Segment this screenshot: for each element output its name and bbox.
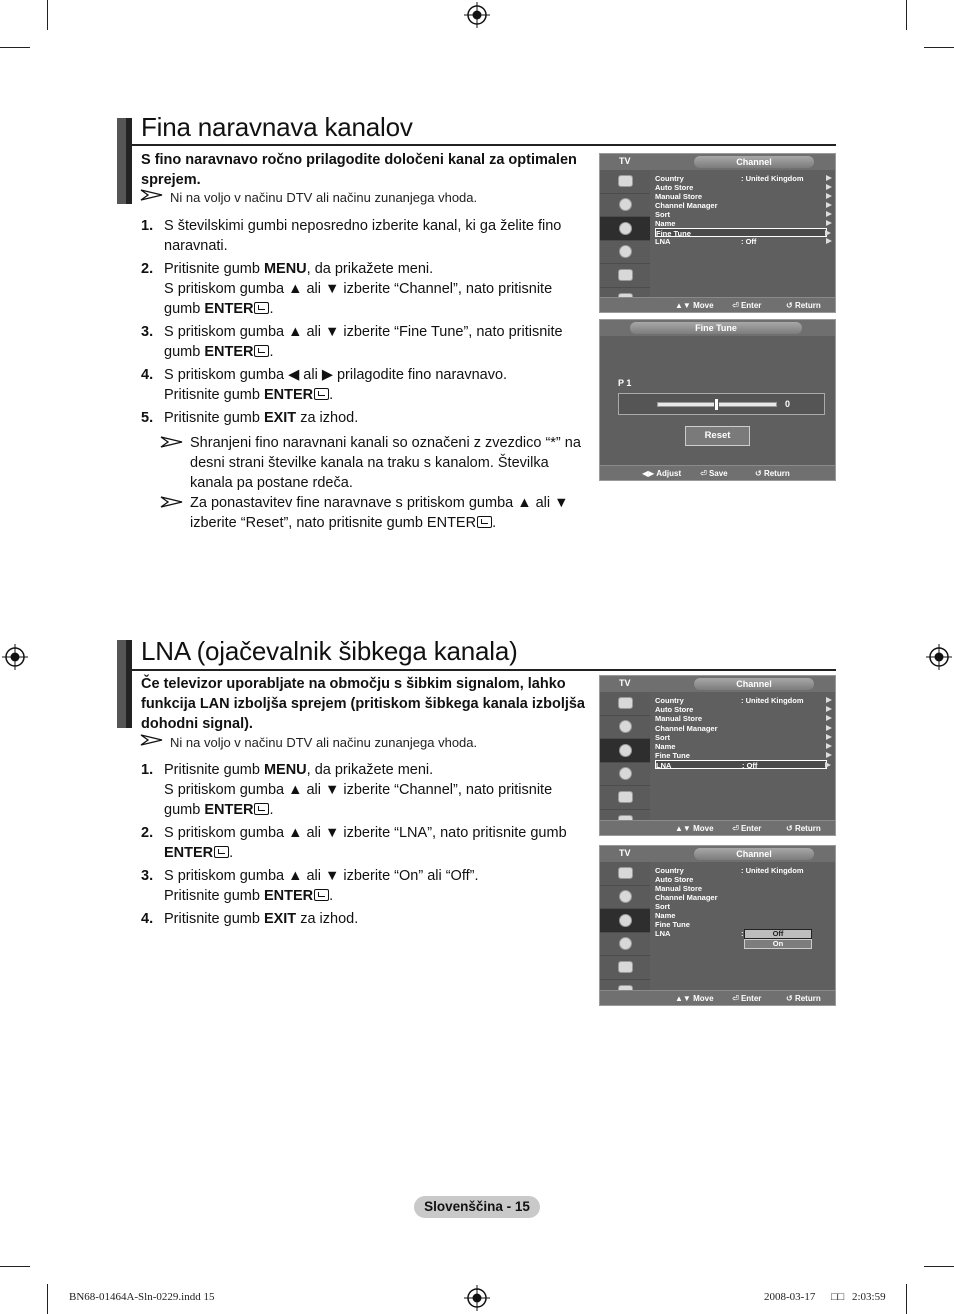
osd-menu-item-selected[interactable]: LNA : Off <box>655 760 827 769</box>
note-text: Ni na voljo v načinu DTV ali načinu zunanjega vhoda. <box>170 190 478 205</box>
return-hint: ↺ Return <box>786 301 821 310</box>
step-number: 1. <box>141 762 154 778</box>
sound-icon[interactable] <box>600 886 650 910</box>
osd-menu-item[interactable]: Name <box>655 911 676 920</box>
osd-menu-item[interactable]: Channel Manager <box>655 201 827 210</box>
step-key: MENU <box>263 261 307 277</box>
osd-tv-label: TV <box>619 156 631 166</box>
crop-mark <box>0 47 30 48</box>
fine-tune-slider[interactable] <box>618 393 825 415</box>
crop-mark <box>0 1266 30 1267</box>
step-item: 2. Pritisnite gumb MENU, da prikažete meni. S pritiskom gumba ▲ ali ▼ izberite “Channel”, nato pritisnite gumb ENTER . <box>141 261 553 317</box>
setup-icon[interactable] <box>600 763 650 787</box>
osd-menu-item[interactable]: Sort <box>655 210 827 219</box>
osd-tv-label: TV <box>619 848 631 858</box>
sound-icon[interactable] <box>600 716 650 740</box>
step-key: ENTER <box>164 845 214 861</box>
registration-mark-icon <box>464 2 490 28</box>
step-key: EXIT <box>263 911 297 927</box>
step-text: S pritiskom gumba ▲ ali ▼ izberite “Channel”, nato pritisnite gumb <box>164 782 553 818</box>
osd-title: Fine Tune <box>630 322 802 334</box>
footer-boxes: □□ <box>831 1291 845 1303</box>
picture-icon[interactable] <box>600 692 650 716</box>
enter-hint: ⏎ Enter <box>732 994 762 1003</box>
steps-list <box>141 216 581 533</box>
registration-mark-icon <box>926 644 952 670</box>
step-number: 5. <box>141 410 154 426</box>
step-item: 4. S pritiskom gumba ◀ ali ▶ prilagodite fino naravnavo. Pritisnite gumb ENTER . <box>141 367 508 403</box>
osd-menu-item-selected[interactable]: Fine Tune <box>655 228 827 237</box>
osd-menu-item[interactable]: Auto Store <box>655 183 827 192</box>
sub-note-text: Za ponastavitev fine naravnave s pritiskom gumba ▲ ali ▼ izberite “Reset”, nato pritisnite gumb ENTER <box>190 495 569 531</box>
footer-time: 2:03:59 <box>852 1291 886 1303</box>
step-text: S številskimi gumbi neposredno izberite kanal, ki ga želite fino naravnati. <box>164 218 562 254</box>
step-item <box>141 408 581 428</box>
section-title-fine-tune: Fina naravnava kanalov <box>141 112 413 142</box>
section-intro: Če televizor uporabljate na območju s šibkim signalom, lahko funkcija LAN izboljša sprejem (pritiskom šibkega kanala izboljša dohodni signal). <box>141 676 585 732</box>
step-number: 2. <box>141 261 154 277</box>
step-key: ENTER <box>204 802 254 818</box>
osd-footer <box>600 820 835 835</box>
move-hint: ▲▼ Move <box>675 301 714 310</box>
enter-hint: ⏎ Enter <box>732 824 762 833</box>
steps-list <box>141 760 581 931</box>
crop-mark <box>47 0 48 30</box>
step-text: Pritisnite gumb <box>164 410 264 426</box>
note-arrow-icon <box>160 495 186 509</box>
save-hint: ⏎ Save <box>700 469 728 478</box>
osd-menu-item[interactable]: Sort <box>655 733 827 742</box>
osd-footer <box>600 297 835 312</box>
osd-menu-item[interactable]: Auto Store <box>655 705 827 714</box>
section-bar <box>126 640 132 728</box>
picture-icon[interactable] <box>600 170 650 194</box>
step-text: , da prikažete meni. <box>306 762 434 778</box>
enter-hint: ⏎ Enter <box>732 301 762 310</box>
note-text: Ni na voljo v načinu DTV ali načinu zunanjega vhoda. <box>170 735 478 750</box>
input-icon[interactable] <box>600 956 650 980</box>
sub-note: Za ponastavitev fine naravnave s pritiskom gumba ▲ ali ▼ izberite “Reset”, nato pritisnite gumb ENTER . <box>141 493 581 533</box>
step-text: S pritiskom gumba ▲ ali ▼ izberite “Channel”, nato pritisnite gumb <box>164 281 553 317</box>
enter-icon <box>214 846 229 858</box>
osd-menu-list <box>650 862 835 992</box>
registration-mark-icon <box>2 644 28 670</box>
footer-file: BN68-01464A-Sln-0229.indd 15 <box>69 1291 215 1303</box>
osd-menu-item[interactable]: Channel Manager <box>655 724 827 733</box>
enter-icon <box>477 516 492 528</box>
enter-icon <box>314 889 329 901</box>
section-bar <box>126 118 132 204</box>
step-text: Pritisnite gumb <box>164 387 264 403</box>
crop-mark <box>906 0 907 30</box>
note-arrow-icon <box>160 435 186 449</box>
osd-menu-list <box>650 170 835 299</box>
section-rule <box>131 669 836 671</box>
lna-option-off[interactable]: Off <box>744 929 812 939</box>
step-key: ENTER <box>263 387 314 403</box>
registration-mark-icon <box>464 1285 490 1311</box>
step-item: 3. S pritiskom gumba ▲ ali ▼ izberite “Fine Tune”, nato pritisnite gumb ENTER . <box>141 324 563 360</box>
step-text: S pritiskom gumba ▲ ali ▼ izberite “Fine Tune”, nato pritisnite gumb <box>164 324 563 360</box>
osd-footer <box>600 465 835 480</box>
osd-header <box>600 154 835 170</box>
input-icon[interactable] <box>600 786 650 810</box>
step-number: 4. <box>141 911 154 927</box>
osd-menu-list <box>650 692 835 822</box>
step-number: 2. <box>141 825 154 841</box>
step-text: za izhod. <box>296 410 359 426</box>
osd-title: Channel <box>694 156 814 168</box>
step-number: 3. <box>141 868 154 884</box>
sub-note-text: Shranjeni fino naravnani kanali so označeni z zvezdico “*” na desni strani številke kanala na traku s kanalom. Številka kanala pa postane rdeča. <box>190 435 581 491</box>
osd-menu-item[interactable]: Manual Store <box>655 714 827 723</box>
adjust-hint: ◀▶ Adjust <box>642 469 682 478</box>
section-rule <box>131 144 836 146</box>
step-text: , da prikažete meni. <box>306 261 434 277</box>
section-title-lna: LNA (ojačevalnik šibkega kanala) <box>141 636 518 666</box>
setup-icon[interactable] <box>600 241 650 265</box>
note-arrow-icon <box>140 188 166 202</box>
step-item <box>141 909 581 929</box>
return-hint: ↺ Return <box>786 824 821 833</box>
input-icon[interactable] <box>600 264 650 288</box>
osd-menu-item[interactable]: Manual Store <box>655 884 703 893</box>
osd-header <box>600 320 835 336</box>
osd-menu-item[interactable]: Country : United Kingdom <box>655 174 827 183</box>
section-intro: S fino naravnavo ročno prilagodite določeni kanal za optimalen sprejem. <box>141 152 577 188</box>
enter-icon <box>254 803 269 815</box>
page-label: Slovenščina - 15 <box>414 1196 540 1218</box>
step-key: ENTER <box>204 301 254 317</box>
osd-lna-options <box>599 845 836 1006</box>
step-key: MENU <box>263 762 307 778</box>
crop-mark <box>906 1284 907 1314</box>
channel-icon[interactable] <box>600 909 650 933</box>
reset-button[interactable]: Reset <box>685 426 750 446</box>
note <box>170 188 477 207</box>
osd-menu-item[interactable]: Auto Store <box>655 875 694 884</box>
step-text: Pritisnite gumb <box>164 911 264 927</box>
step-text: Pritisnite gumb <box>164 762 264 778</box>
step-item: 1. Pritisnite gumb MENU, da prikažete meni. S pritiskom gumba ▲ ali ▼ izberite “Channel”, nato pritisnite gumb ENTER . <box>141 762 553 818</box>
step-text: S pritiskom gumba ▲ ali ▼ izberite “On” ali “Off”. <box>164 868 479 884</box>
note-arrow-icon <box>140 733 166 747</box>
crop-mark <box>924 1266 954 1267</box>
enter-icon <box>314 388 329 400</box>
step-item: 2. S pritiskom gumba ▲ ali ▼ izberite “LNA”, nato pritisnite gumb ENTER . <box>141 825 567 861</box>
sub-note <box>141 433 581 493</box>
osd-header <box>600 676 835 692</box>
osd-menu-item[interactable]: Country : United Kingdom <box>655 866 804 875</box>
osd-menu-item[interactable]: Sort <box>655 902 670 911</box>
osd-channel-menu-lna <box>599 675 836 836</box>
osd-sidebar <box>600 170 650 299</box>
osd-menu-item[interactable]: LNA : Off <box>655 237 827 246</box>
osd-footer <box>600 990 835 1005</box>
channel-icon[interactable] <box>600 217 650 241</box>
osd-menu-item[interactable]: Fine Tune <box>655 751 827 760</box>
step-number: 4. <box>141 367 154 383</box>
channel-icon[interactable] <box>600 739 650 763</box>
step-text: S pritiskom gumba ◀ ali ▶ prilagodite fino naravnavo. <box>164 367 508 383</box>
step-text: za izhod. <box>296 911 359 927</box>
osd-menu-item[interactable]: LNA : <box>655 929 744 938</box>
enter-icon <box>254 345 269 357</box>
osd-menu-item[interactable]: Country : United Kingdom <box>655 696 827 705</box>
sound-icon[interactable] <box>600 194 650 218</box>
osd-menu-item[interactable]: Channel Manager <box>655 893 718 902</box>
footer-date: 2008-03-17 <box>764 1291 816 1303</box>
osd-tv-label: TV <box>619 678 631 688</box>
program-label: P 1 <box>618 378 632 388</box>
lna-option-on[interactable]: On <box>744 939 812 949</box>
osd-title: Channel <box>694 678 814 690</box>
move-hint: ▲▼ Move <box>675 824 714 833</box>
step-item: 3. S pritiskom gumba ▲ ali ▼ izberite “On” ali “Off”. Pritisnite gumb ENTER . <box>141 868 479 904</box>
picture-icon[interactable] <box>600 862 650 886</box>
step-key: ENTER <box>204 344 254 360</box>
osd-title: Channel <box>694 848 814 860</box>
crop-mark <box>47 1284 48 1314</box>
step-number: 3. <box>141 324 154 340</box>
osd-fine-tune <box>599 319 836 481</box>
osd-menu-item[interactable]: Fine Tune <box>655 920 690 929</box>
move-hint: ▲▼ Move <box>675 994 714 1003</box>
osd-sidebar <box>600 862 650 992</box>
osd-menu-item[interactable]: Manual Store <box>655 192 827 201</box>
step-number: 1. <box>141 218 154 234</box>
note <box>170 733 477 752</box>
crop-mark <box>924 47 954 48</box>
osd-menu-item[interactable]: Name <box>655 742 827 751</box>
step-item <box>141 216 581 256</box>
osd-header <box>600 846 835 862</box>
step-text: S pritiskom gumba ▲ ali ▼ izberite “LNA”, nato pritisnite gumb <box>164 825 567 841</box>
osd-menu-item[interactable]: Name <box>655 219 827 228</box>
step-key: ENTER <box>263 888 314 904</box>
slider-handle[interactable] <box>714 398 719 411</box>
fine-tune-value: 0 <box>785 399 791 409</box>
step-text: Pritisnite gumb <box>164 888 264 904</box>
osd-channel-menu <box>599 153 836 313</box>
return-hint: ↺ Return <box>755 469 790 478</box>
step-key: EXIT <box>263 410 297 426</box>
setup-icon[interactable] <box>600 933 650 957</box>
step-text: Pritisnite gumb <box>164 261 264 277</box>
enter-icon <box>254 302 269 314</box>
return-hint: ↺ Return <box>786 994 821 1003</box>
osd-sidebar <box>600 692 650 822</box>
